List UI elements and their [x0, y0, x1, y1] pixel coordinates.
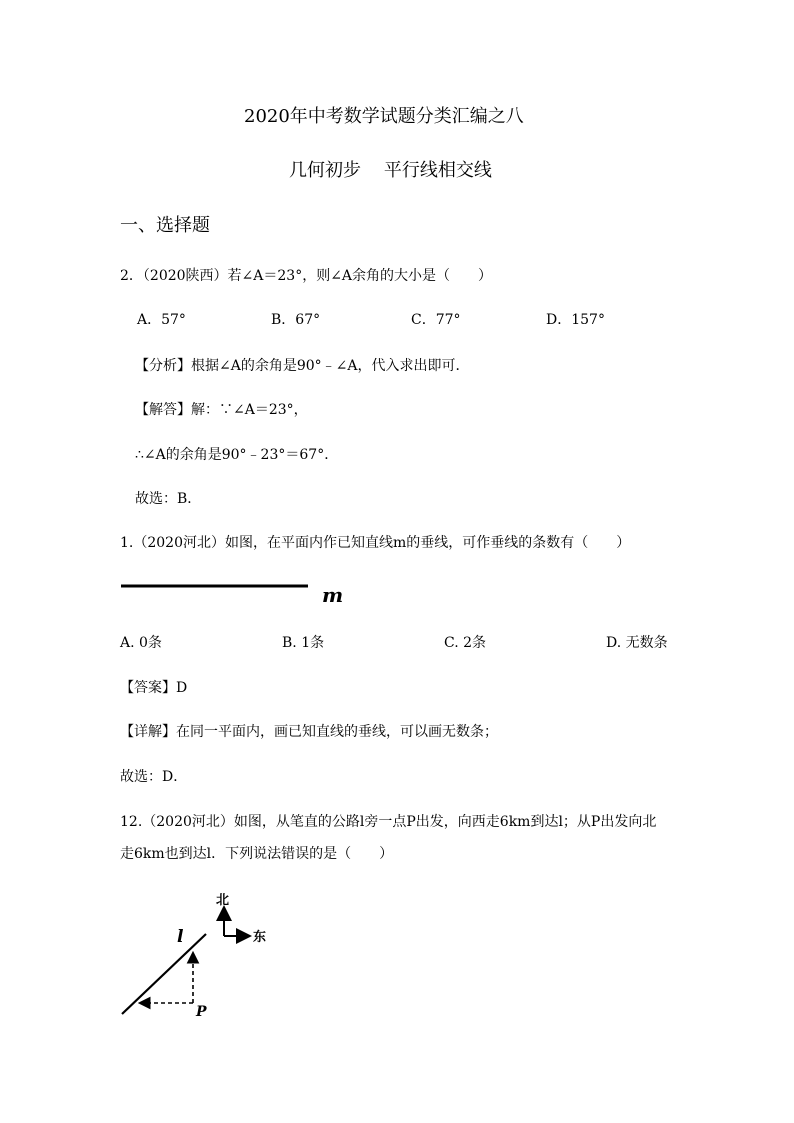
q1-option-b: B. 1条: [282, 635, 325, 651]
q1-option-a: A. 0条: [120, 635, 162, 651]
q1-option-c: C. 2条: [444, 635, 487, 651]
q1-choice: 故选：D．: [120, 769, 188, 785]
q2-stem: 2．（2020陕西）若∠A＝23°，则∠A余角的大小是（ ）: [120, 268, 493, 284]
q2-analysis: 【分析】根据∠A的余角是90°﹣∠A，代入求出即可．: [135, 358, 470, 374]
line-m-label: m: [322, 583, 344, 607]
road-label-l: l: [177, 927, 184, 947]
q2-choice: 故选：B．: [135, 491, 202, 507]
q1-stem: 1.（2020河北）如图，在平面内作已知直线m的垂线，可作垂线的条数有（ ）: [120, 535, 631, 551]
q2-option-b: B．67°: [271, 312, 321, 328]
q2-option-c: C．77°: [411, 312, 461, 328]
q1-detail: 【详解】在同一平面内，画已知直线的垂线，可以画无数条；: [120, 724, 498, 740]
q2-option-d: D．157°: [546, 312, 605, 328]
q1-figure-line-m: [118, 578, 358, 608]
north-label: 北: [216, 893, 230, 908]
q12-stem-line1: 12.（2020河北）如图，从笔直的公路l旁一点P出发，向西走6km到达l；从P出发向北: [120, 814, 657, 830]
q2-option-a: A．57°: [137, 312, 186, 328]
east-label: 东: [253, 930, 267, 945]
q2-solution: 【解答】解：∵∠A＝23°，: [135, 402, 308, 418]
q12-stem-line2: 走6km也到达l．下列说法错误的是（ ）: [120, 846, 394, 862]
q2-step: ∴∠A的余角是90°﹣23°＝67°．: [135, 447, 339, 463]
q1-option-d: D. 无数条: [606, 635, 668, 651]
q1-answer: 【答案】D: [120, 680, 188, 696]
doc-title: 2020年中考数学试题分类汇编之八: [244, 106, 524, 127]
doc-subtitle: 几何初步 平行线相交线: [289, 160, 492, 181]
point-p-label: P: [196, 1004, 207, 1020]
section-heading: 一、选择题: [120, 215, 210, 236]
q12-figure: [110, 882, 280, 1022]
